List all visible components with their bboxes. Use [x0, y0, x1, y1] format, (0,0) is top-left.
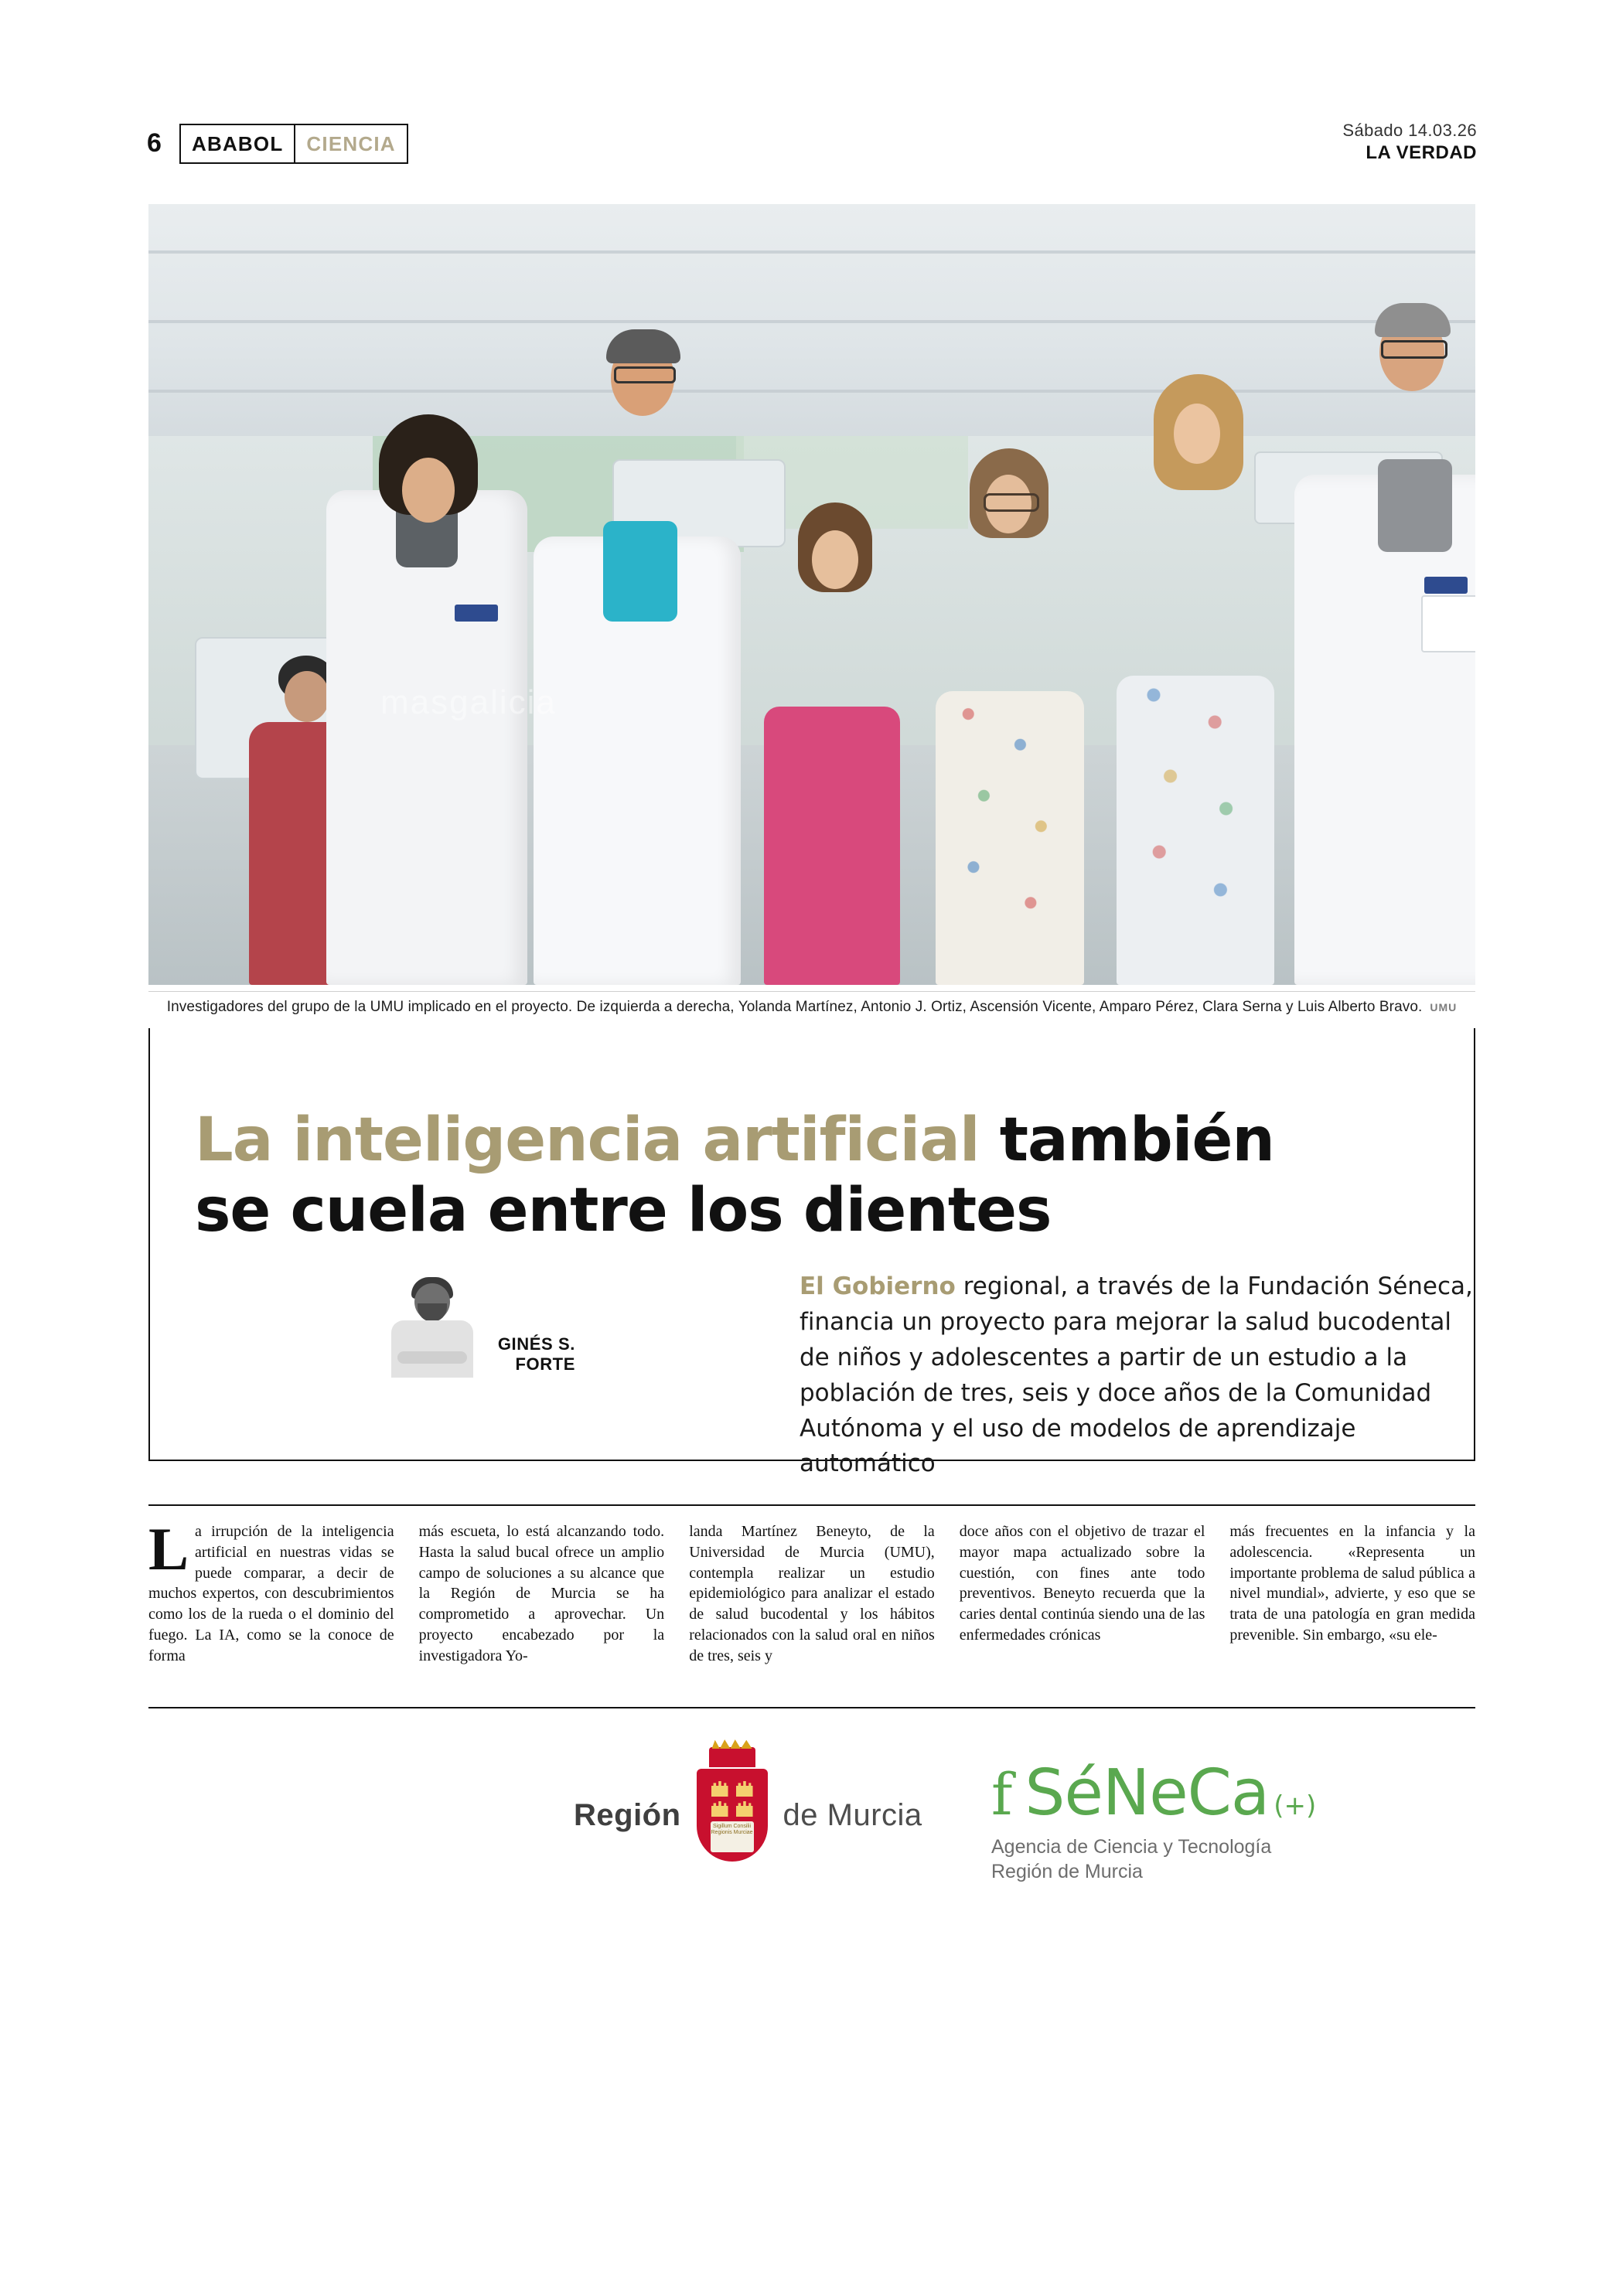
castle-icon — [736, 1801, 753, 1817]
subsection-name: CIENCIA — [306, 131, 396, 155]
shield-body — [697, 1769, 768, 1862]
paper-name: LA VERDAD — [1366, 142, 1477, 163]
byline — [436, 1334, 575, 1375]
scrub-pattern — [945, 683, 1075, 938]
region-logo-word-2: de Murcia — [783, 1797, 922, 1832]
hair — [1375, 303, 1451, 337]
crown-icon — [709, 1747, 755, 1767]
seneca-f-icon: f — [991, 1762, 1013, 1828]
footer-logos — [148, 1736, 1475, 1937]
body-text: a irrupción de la inteligencia artificial en nuestras vidas se puede comparar, a decir de muchos expertos, con descubrimientos como los de la rueda o el dominio del fuego. La IA, como se la conoce de forma — [148, 1523, 394, 1664]
seneca-wordmark — [991, 1756, 1316, 1830]
person-ascension-vicente — [736, 397, 929, 985]
body-text: doce años con el objetivo de trazar el mayor mapa actualizado sobre la cuestión, con fines ante todo preventivos. Beneyto recuerda que la caries dental continúa siendo una de las enfermedades crónicas — [959, 1523, 1205, 1644]
castle-icon — [736, 1781, 753, 1797]
face-front — [812, 530, 858, 589]
sweater — [1378, 459, 1452, 552]
castle-icon — [711, 1801, 728, 1817]
pink-scrub-top — [764, 707, 900, 985]
article-body — [148, 1515, 1475, 1691]
shield-castles — [704, 1781, 760, 1817]
photo-scene — [148, 204, 1475, 985]
seneca-subtitle-line-2: Región de Murcia — [991, 1861, 1143, 1882]
body-column-4 — [960, 1521, 1205, 1691]
headline-accent: La inteligencia artificial — [195, 1105, 980, 1176]
blue-scrub-top — [603, 521, 677, 622]
photo-caption-text: Investigadores del grupo de la UMU implicado en el proyecto. De izquierda a derecha, Yolanda Martínez, Antonio J. Ortiz, Ascensión Vicente, Amparo Pérez, Clara Serna y Luis Alberto Bravo. — [166, 999, 1423, 1015]
author-beard — [418, 1303, 447, 1322]
body-text: más frecuentes en la infancia y la adolescencia. «Representa un importante problema de salud pública a nivel mundial», advierte, y eso que se trata de una patología en gran medida prevenible. Sin embargo, «su ele- — [1229, 1523, 1475, 1644]
headline-block — [148, 1028, 1475, 1478]
photo-credit: UMU — [1430, 1001, 1458, 1013]
section-badge — [179, 124, 408, 164]
region-word-1-text: Región — [574, 1797, 681, 1832]
body-column-3 — [689, 1521, 935, 1691]
seneca-subtitle-line-1: Agencia de Ciencia y Tecnología — [991, 1836, 1272, 1858]
glasses — [1381, 340, 1447, 359]
person-luis-alberto-bravo — [1270, 297, 1475, 985]
drop-cap: L — [148, 1515, 189, 1582]
date-and-paper — [1342, 121, 1477, 164]
standfirst — [800, 1269, 1480, 1482]
face-front — [1174, 404, 1220, 464]
photo-watermark: masgalicia — [380, 683, 557, 721]
id-card — [1421, 595, 1475, 652]
scrub-pattern — [1126, 668, 1265, 938]
glasses — [614, 366, 676, 383]
seneca-subtitle — [991, 1834, 1316, 1884]
headline-rest: también se cuela entre los dientes — [195, 1105, 1274, 1245]
masthead — [147, 121, 1477, 167]
page-folio-number: 6 — [147, 128, 162, 158]
murcia-shield-icon — [697, 1764, 768, 1866]
byline-line-2: FORTE — [515, 1354, 575, 1375]
page-title — [195, 1105, 1355, 1245]
body-column-1 — [148, 1515, 394, 1691]
shield-banner-text: Sigillum Consilii Regionis Murciae — [711, 1821, 754, 1852]
region-logo-word-1 — [574, 1798, 681, 1833]
body-text: más escueta, lo está alcanzando todo. Hasta la salud bucal ofrece un amplio campo de soluciones a su alcance que la Región de Murcia se ha comprometido a aprovechar. Un proyecto encabezado por la investigadora Yo- — [418, 1523, 665, 1664]
hair — [606, 329, 680, 363]
standfirst-accent: El Gobierno — [800, 1272, 956, 1300]
person-yolanda-martinez — [311, 374, 543, 985]
seneca-name: SéNeCa — [1025, 1756, 1270, 1830]
ceiling-line — [148, 250, 1475, 254]
photo-caption — [148, 991, 1475, 1023]
castle-icon — [711, 1781, 728, 1797]
seneca-plus-mark: (+) — [1274, 1790, 1317, 1821]
issue-date: Sábado 14.03.26 — [1342, 121, 1477, 140]
body-rule-bottom — [148, 1707, 1475, 1708]
lead-photo — [148, 204, 1475, 985]
seneca-logo — [991, 1756, 1316, 1884]
body-rule-top — [148, 1504, 1475, 1506]
body-column-2 — [419, 1521, 665, 1691]
body-text: landa Martínez Beneyto, de la Universidad de Murcia (UMU), contempla realizar un estudio epidemiológico para analizar el estado de salud bucodental y los hábitos relacionados con la salud oral en niños de tres, seis y — [689, 1523, 935, 1664]
glasses — [984, 493, 1039, 512]
section-name: ABABOL — [192, 131, 284, 155]
region-de-murcia-logo — [574, 1764, 922, 1866]
person-antonio-ortiz — [512, 312, 759, 985]
id-badge — [1424, 577, 1468, 594]
face-front — [402, 458, 455, 523]
body-column-5 — [1229, 1521, 1475, 1691]
byline-line-1: GINÉS S. — [497, 1334, 575, 1354]
id-badge — [455, 605, 498, 622]
standfirst-text: regional, a través de la Fundación Séneca, financia un proyecto para mejorar la salud bucodental de niños y adolescentes a partir de un estudio a la población de tres, seis y doce años de la Comunidad Autónoma y el uso de modelos de aprendizaje automático — [800, 1272, 1473, 1478]
